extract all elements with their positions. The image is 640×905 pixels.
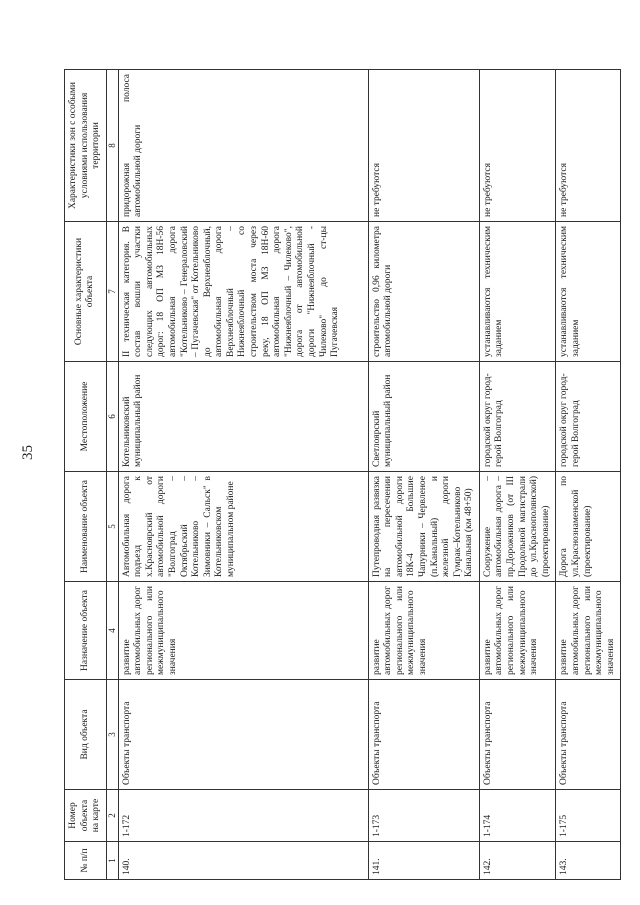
header-cell: Основные характеристики объекта (65, 222, 107, 362)
object-zones: не требуются (368, 70, 479, 222)
header-cell: № п/п (65, 842, 107, 880)
header-cell: Номер объекта на карте (65, 790, 107, 842)
column-number: 7 (106, 222, 118, 362)
row-number: 140. (118, 842, 368, 880)
object-kind: Объекты транспорта (479, 680, 555, 790)
header-cell: Характеристики зон с особыми условиями использования территории (65, 70, 107, 222)
header-cell: Наименование объекта (65, 472, 107, 582)
table-row (368, 70, 479, 880)
object-location: городской округ город-герой Волгоград (479, 362, 555, 472)
object-specs: устанавливаются техническим заданием (556, 222, 621, 362)
object-purpose: развитие автомобильных дорог регионального или межмуниципального значения (479, 582, 555, 680)
object-zones: не требуются (556, 70, 621, 222)
object-specs: II техническая категория. В состав вошли участки следующих автомобильных дорог: 18 ОП МЗ 18Н-56 автомобильная дорога "Котельниково – Генераловский – Пугачевская" от Котельниково до Верхнеяблочный, автомобильная дорога Верхнеяблочный – Нижнеяблочный со строительством моста через реку, 18 ОП МЗ 18Н-60 автомобильная дорога "Нижнеяблочный – Чилеково", дорога от автомобильной дороги "Нижнеяблочный - Чилеково" до ст-цы Пугачевская (118, 222, 368, 362)
map-number: 1-172 (118, 790, 368, 842)
header-row (65, 70, 107, 880)
header-cell: Назначение объекта (65, 582, 107, 680)
header-cell: Вид объекта (65, 680, 107, 790)
object-kind: Объекты транспорта (368, 680, 479, 790)
object-purpose: развитие автомобильных дорог регионального или межмуниципального значения (368, 582, 479, 680)
object-name: Сооружение – автомобильная дорога – пр.Дорожников (от III Продольной магистрали до ул.Краснополянской) (проектирование) (479, 472, 555, 582)
object-name: Автомобильная дорога подъезд к х.Красноярский от автомобильной дороги "Волгоград – Октябрьский – Котельниково – Зимовники – Сальск" в Котельниковском муниципальном районе (118, 472, 368, 582)
page-number: 35 (20, 445, 36, 460)
map-number: 1-174 (479, 790, 555, 842)
column-number: 8 (106, 70, 118, 222)
object-zones: не требуются (479, 70, 555, 222)
map-number: 1-173 (368, 790, 479, 842)
map-number: 1-175 (556, 790, 621, 842)
object-purpose: развитие автомобильных дорог регионального или межмуниципального значения (556, 582, 621, 680)
column-number: 4 (106, 582, 118, 680)
object-zones: придорожная полоса автомобильной дороги (118, 70, 368, 222)
object-name: Дорога по ул.Краснознаменской (проектирование) (556, 472, 621, 582)
object-name: Путепроводная развязка на пересечении автомобильной дороги 18К-4 Большие Чапурники – Червленое (п.Канальный) и железной дороги Гумрак–Котельниково Канальная (км 48+50) (368, 472, 479, 582)
object-location: Котельниковский муниципальный район (118, 362, 368, 472)
object-location: городской округ город-герой Волгоград (556, 362, 621, 472)
object-specs: устанавливаются техническим заданием (479, 222, 555, 362)
column-number: 6 (106, 362, 118, 472)
column-number: 5 (106, 472, 118, 582)
objects-table (64, 69, 621, 880)
object-kind: Объекты транспорта (556, 680, 621, 790)
object-specs: строительство 0,96 километра автомобильной дороги (368, 222, 479, 362)
table-row (556, 70, 621, 880)
column-number-row (106, 70, 118, 880)
column-number: 3 (106, 680, 118, 790)
row-number: 141. (368, 842, 479, 880)
table-row (118, 70, 368, 880)
column-number: 2 (106, 790, 118, 842)
object-kind: Объекты транспорта (118, 680, 368, 790)
object-purpose: развитие автомобильных дорог регионального или межмуниципального значения (118, 582, 368, 680)
column-number: 1 (106, 842, 118, 880)
row-number: 142. (479, 842, 555, 880)
row-number: 143. (556, 842, 621, 880)
table-row (479, 70, 555, 880)
object-location: Светлоярский муниципальный район (368, 362, 479, 472)
header-cell: Местоположение (65, 362, 107, 472)
